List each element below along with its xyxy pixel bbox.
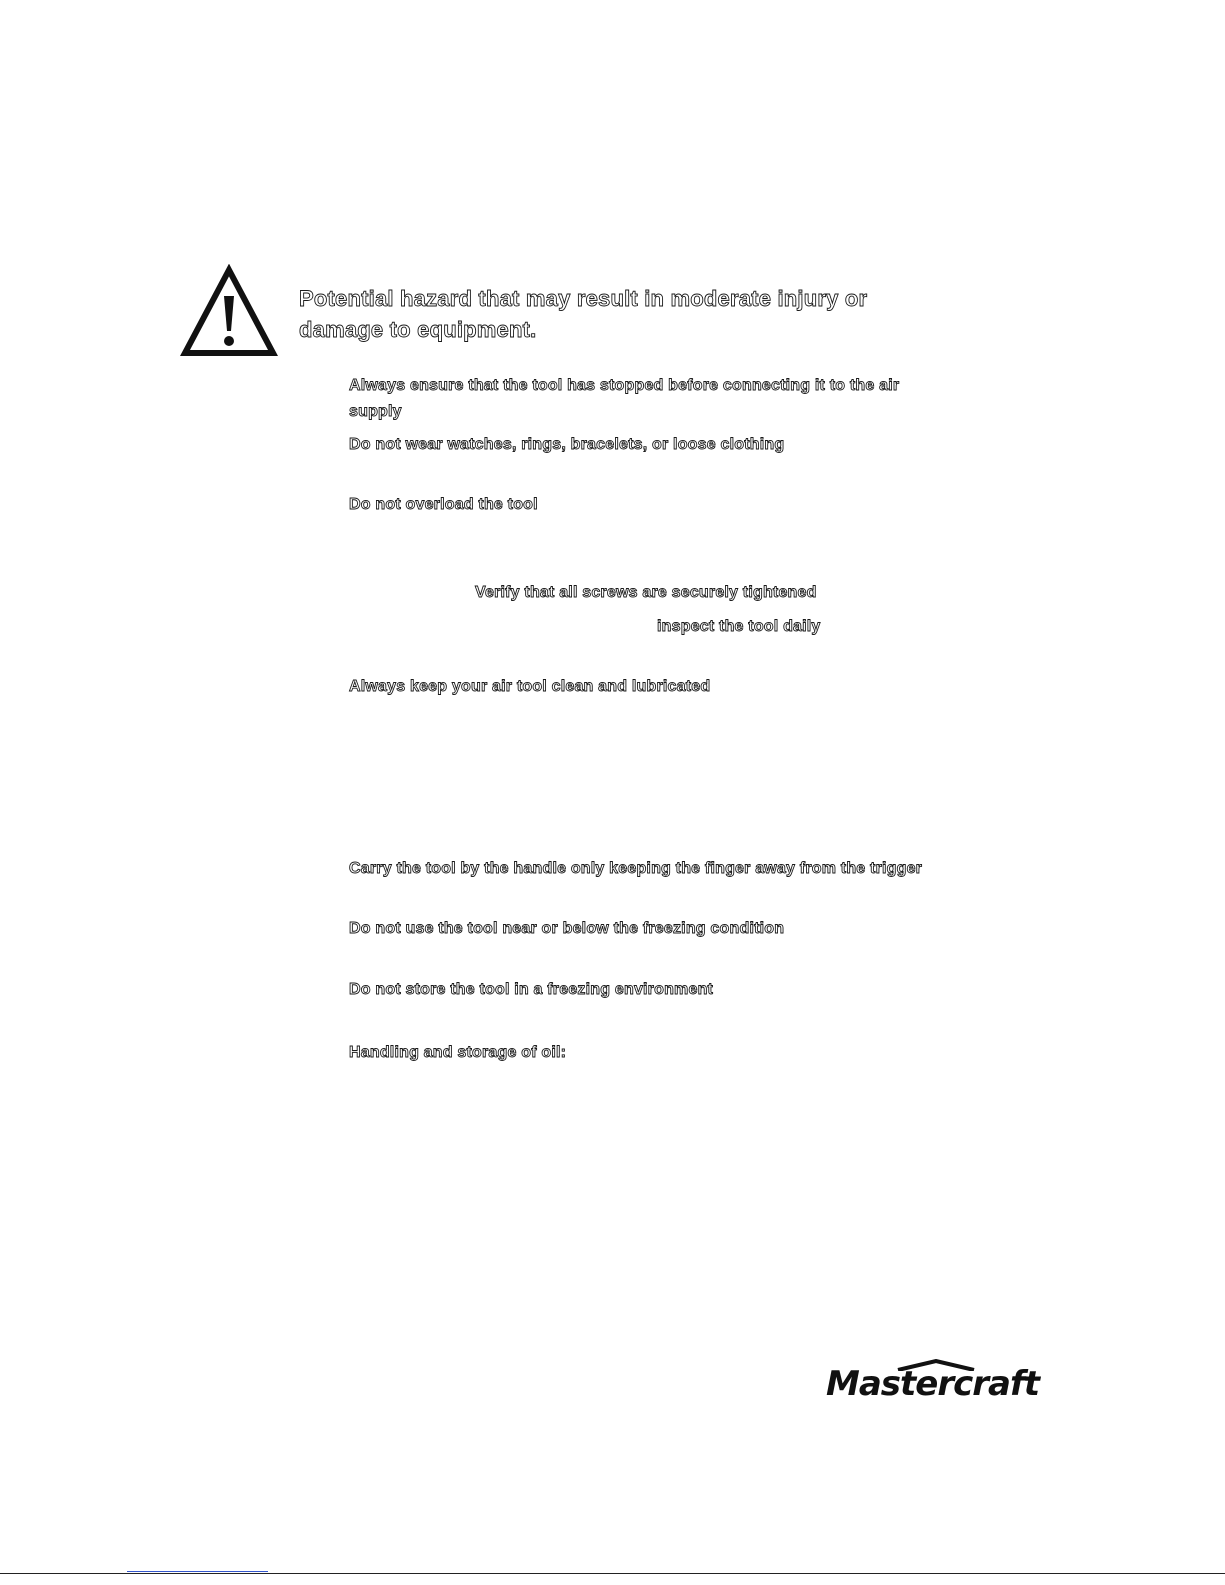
safety-item-overload: Do not overload the tool bbox=[349, 496, 538, 513]
footer-divider bbox=[0, 1573, 1225, 1574]
safety-item-air-supply: Always ensure that the tool has stopped before connecting it to the air supply bbox=[349, 377, 900, 420]
footer-link-underline bbox=[127, 1571, 268, 1572]
safety-item-freezing-storage: Do not store the tool in a freezing environment bbox=[349, 981, 714, 998]
safety-item-jewelry: Do not wear watches, rings, bracelets, or loose clothing bbox=[349, 436, 785, 453]
safety-item-inspect: inspect the tool daily bbox=[657, 618, 821, 635]
safety-item-screws: Verify that all screws are securely tightened bbox=[475, 584, 817, 601]
safety-item-oil: Handling and storage of oil: bbox=[349, 1044, 567, 1061]
warning-heading: Potential hazard that may result in moderate injury or damage to equipment. bbox=[299, 286, 868, 342]
safety-item-clean: Always keep your air tool clean and lubricated bbox=[349, 678, 711, 695]
brand-logo: Mastercraft bbox=[826, 1364, 1040, 1404]
safety-item-freezing-use: Do not use the tool near or below the freezing condition bbox=[349, 920, 785, 937]
safety-item-carry: Carry the tool by the handle only keeping the finger away from the trigger bbox=[349, 860, 923, 877]
warning-triangle-icon bbox=[180, 264, 278, 358]
